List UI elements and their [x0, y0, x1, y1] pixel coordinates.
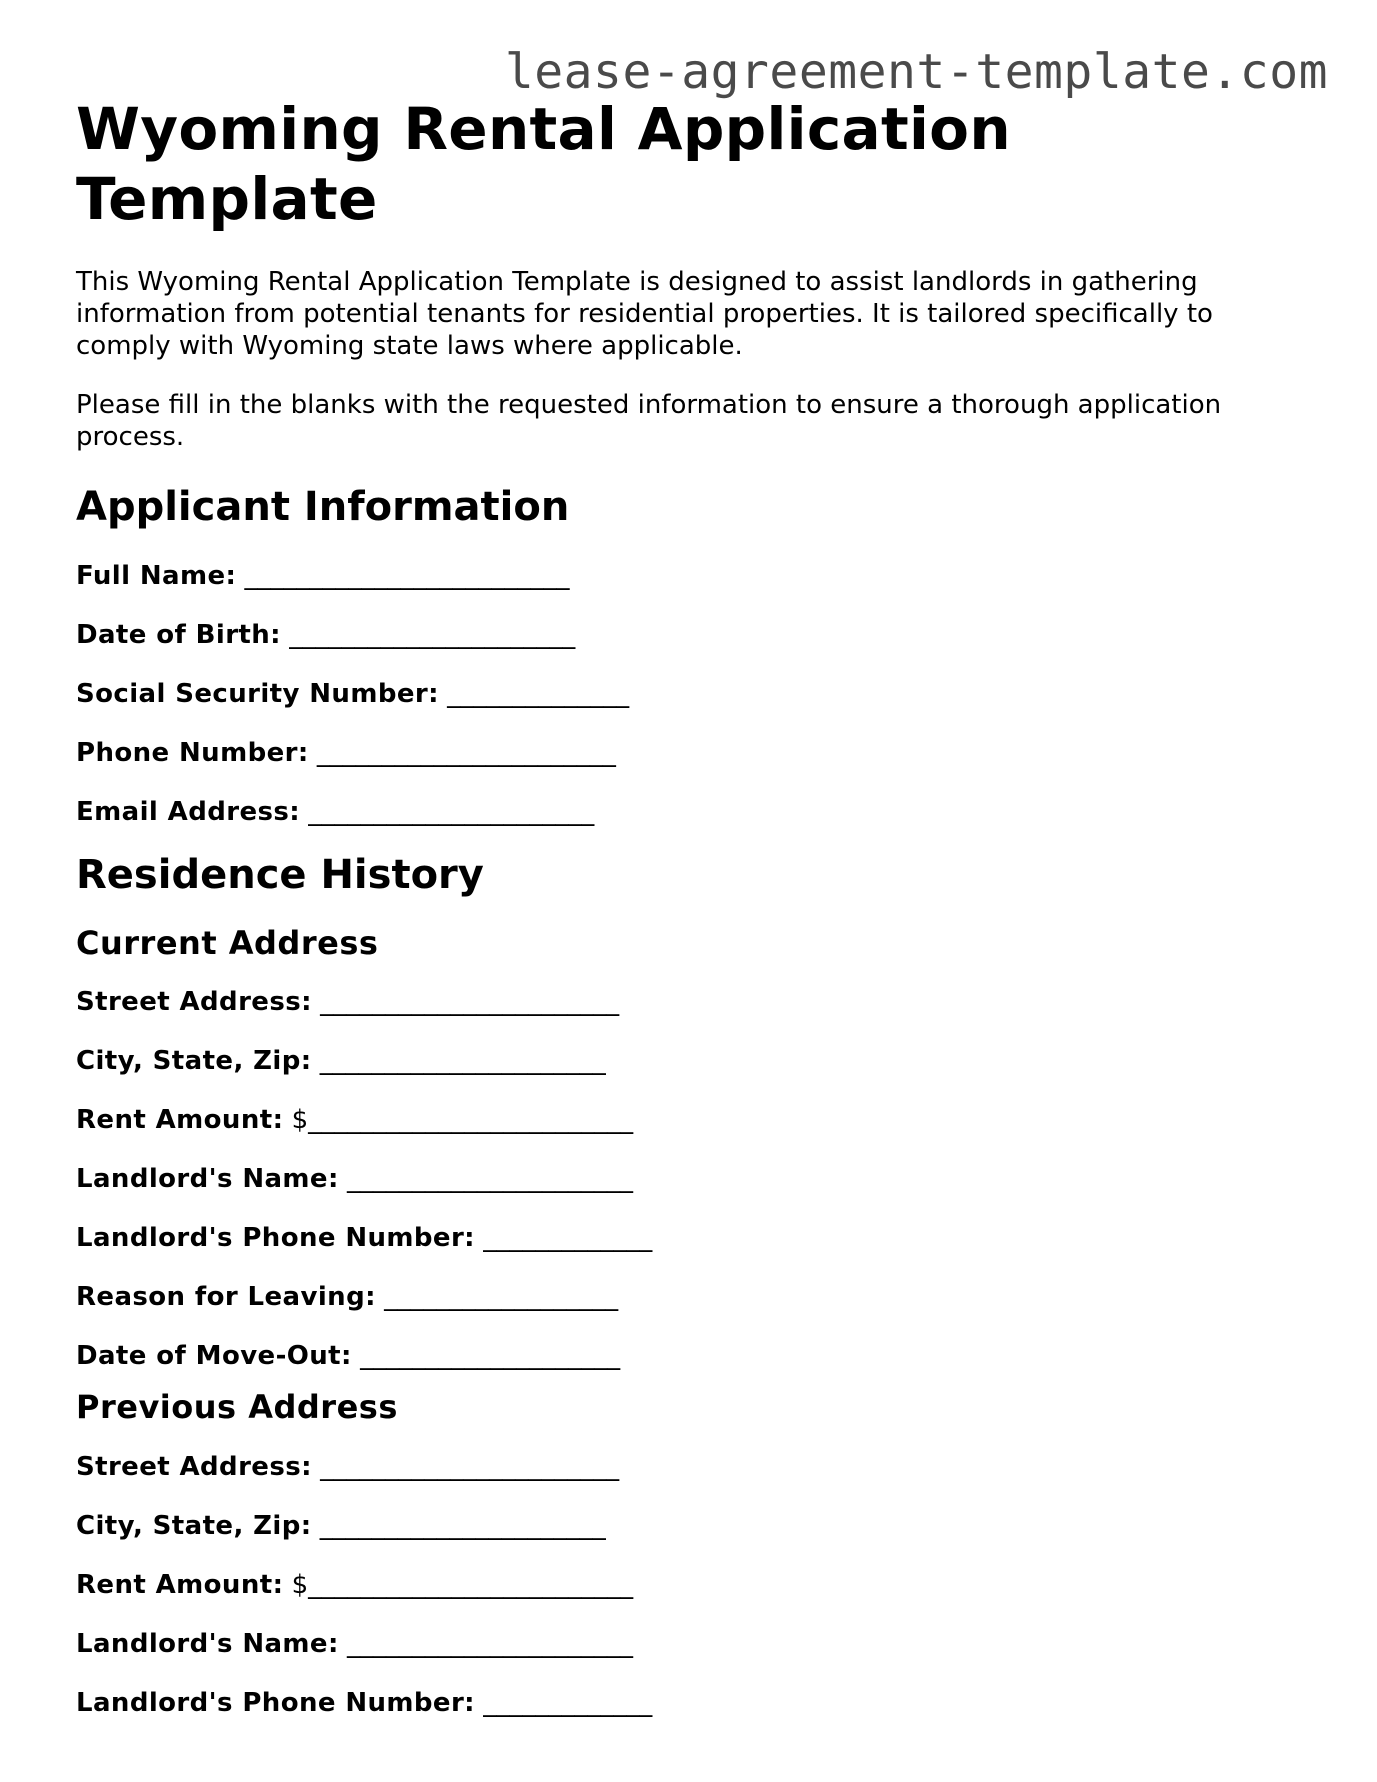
- field-label: Rent Amount:: [76, 1570, 284, 1600]
- field-blank[interactable]: ______________________: [338, 1629, 634, 1659]
- field-blank[interactable]: _____________: [474, 1688, 653, 1718]
- field-label: Landlord's Phone Number:: [76, 1688, 475, 1718]
- field-label: Rent Amount:: [76, 1105, 284, 1135]
- previous-landlord-phone-field[interactable]: [76, 1687, 1316, 1719]
- field-blank[interactable]: _________________________: [236, 561, 570, 591]
- previous-street-address-field[interactable]: [76, 1451, 1316, 1483]
- field-blank[interactable]: $_________________________: [283, 1105, 634, 1135]
- page-title: Wyoming Rental Application Template: [76, 95, 1011, 233]
- field-label: Street Address:: [76, 987, 312, 1017]
- field-blank[interactable]: ______________: [438, 679, 630, 709]
- reason-for-leaving-field[interactable]: [76, 1281, 1316, 1313]
- previous-landlord-name-field[interactable]: [76, 1628, 1316, 1660]
- field-label: City, State, Zip:: [76, 1511, 312, 1541]
- field-blank[interactable]: ______________________: [280, 620, 576, 650]
- current-address-fields: [76, 986, 1316, 1372]
- previous-address-fields: [76, 1451, 1316, 1719]
- residence-history-heading: Residence History: [76, 852, 484, 898]
- field-label: Landlord's Name:: [76, 1164, 339, 1194]
- current-city-state-zip-field[interactable]: [76, 1045, 1316, 1077]
- previous-rent-amount-field[interactable]: [76, 1569, 1316, 1601]
- date-of-birth-field[interactable]: [76, 619, 1316, 651]
- current-rent-amount-field[interactable]: [76, 1104, 1316, 1136]
- field-blank[interactable]: ____________________: [351, 1341, 621, 1371]
- field-label: Email Address:: [76, 797, 301, 827]
- current-landlord-name-field[interactable]: [76, 1163, 1316, 1195]
- field-blank[interactable]: ______________________: [300, 797, 595, 827]
- field-blank[interactable]: __________________: [375, 1282, 619, 1312]
- current-landlord-phone-field[interactable]: [76, 1222, 1316, 1254]
- applicant-fields: [76, 560, 1316, 828]
- field-label: Landlord's Name:: [76, 1629, 339, 1659]
- field-blank[interactable]: $_________________________: [283, 1570, 634, 1600]
- current-address-heading: Current Address: [76, 924, 379, 962]
- field-blank[interactable]: _____________: [474, 1223, 653, 1253]
- field-blank[interactable]: _______________________: [311, 1452, 620, 1482]
- field-label: Full Name:: [76, 561, 237, 591]
- intro-paragraph: This Wyoming Rental Application Template is designed to assist landlords in gathering information from potential tenants for residential properties. It is tailored specifically to comply with Wyoming state laws where applicable.: [76, 267, 1213, 361]
- previous-address-heading: Previous Address: [76, 1388, 398, 1426]
- field-label: Phone Number:: [76, 738, 309, 768]
- field-label: Landlord's Phone Number:: [76, 1223, 475, 1253]
- applicant-information-heading: Applicant Information: [76, 484, 570, 530]
- previous-city-state-zip-field[interactable]: [76, 1510, 1316, 1542]
- field-blank[interactable]: ______________________: [311, 1046, 606, 1076]
- field-blank[interactable]: ______________________: [338, 1164, 634, 1194]
- field-blank[interactable]: _______________________: [308, 738, 616, 768]
- field-blank[interactable]: _______________________: [311, 987, 620, 1017]
- field-label: Date of Birth:: [76, 620, 281, 650]
- phone-number-field[interactable]: [76, 737, 1316, 769]
- field-label: City, State, Zip:: [76, 1046, 312, 1076]
- field-label: Street Address:: [76, 1452, 312, 1482]
- email-address-field[interactable]: [76, 796, 1316, 828]
- site-watermark: lease-agreement-template.com: [504, 44, 1328, 100]
- document-page: [76, 94, 1316, 1719]
- current-street-address-field[interactable]: [76, 986, 1316, 1018]
- date-of-move-out-field[interactable]: [76, 1340, 1316, 1372]
- field-label: Social Security Number:: [76, 679, 439, 709]
- field-label: Date of Move-Out:: [76, 1341, 352, 1371]
- field-blank[interactable]: ______________________: [311, 1511, 606, 1541]
- instructions-paragraph: Please fill in the blanks with the requested information to ensure a thorough application process.: [76, 390, 1222, 452]
- full-name-field[interactable]: [76, 560, 1316, 592]
- field-label: Reason for Leaving:: [76, 1282, 376, 1312]
- ssn-field[interactable]: [76, 678, 1316, 710]
